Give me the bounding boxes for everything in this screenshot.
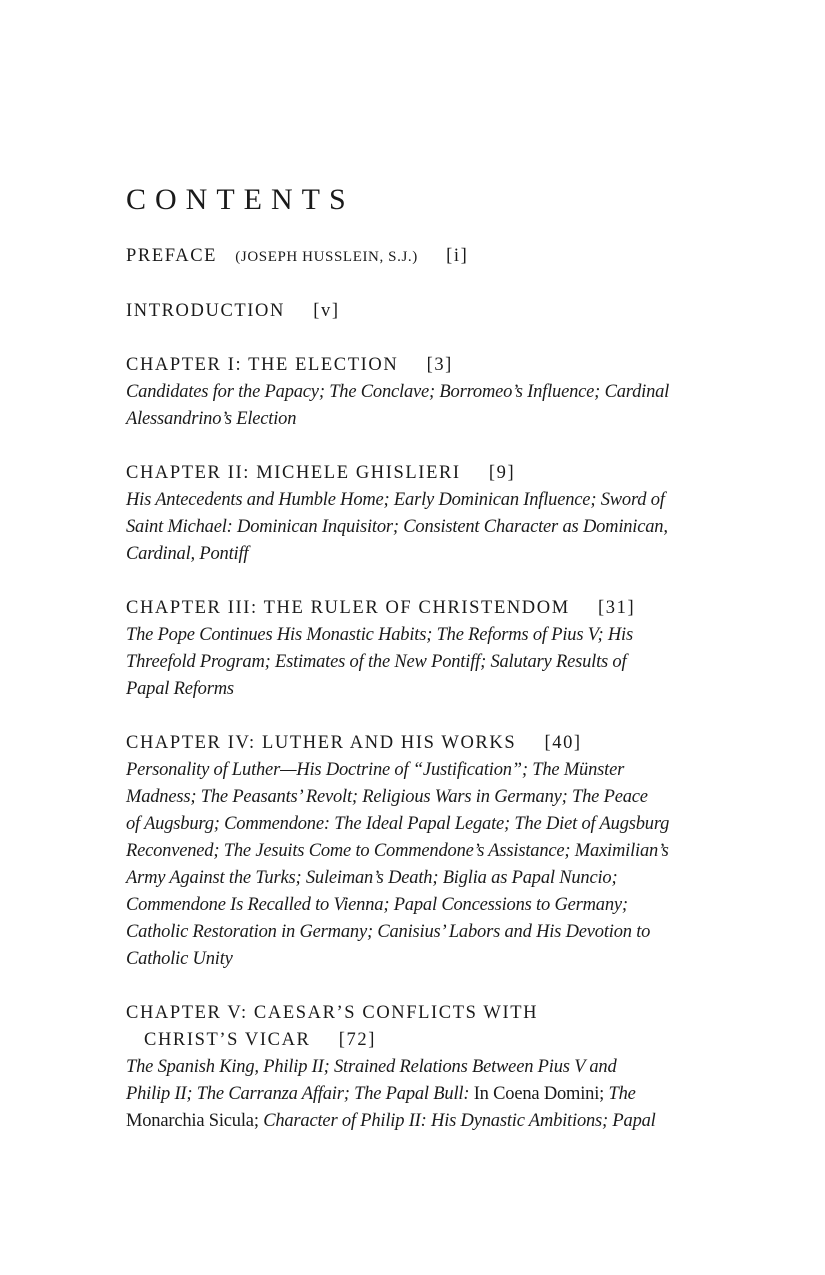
description-line: His Antecedents and Humble Home; Early Dominican Influence; Sword of [126, 490, 665, 510]
description-line: Philip II; The Carranza Affair; The Papal Bull: In Coena Domini; The [126, 1084, 636, 1104]
description-line: Saint Michael: Dominican Inquisitor; Consistent Character as Dominican, [126, 517, 668, 537]
entry-description [126, 1054, 706, 1135]
description-line: The Spanish King, Philip II; Strained Relations Between Pius V and [126, 1057, 617, 1077]
contents-page [126, 180, 706, 1135]
description-line: Personality of Luther—His Doctrine of “Justification”; The Münster [126, 760, 625, 780]
description-line: Cardinal, Pontiff [126, 544, 249, 564]
entry-heading: INTRODUCTION [126, 301, 285, 321]
entry-page-number: [9] [488, 463, 516, 483]
entry-description [126, 622, 706, 703]
toc-entry-introduction[interactable] [126, 298, 706, 325]
entry-page-number: [3] [426, 355, 453, 375]
description-line: Alessandrino’s Election [126, 409, 297, 429]
description-line: Candidates for the Papacy; The Conclave; Borromeo’s Influence; Cardinal [126, 382, 670, 402]
toc-entry-chapter-4[interactable] [126, 730, 706, 973]
description-line: Monarchia Sicula; Character of Philip II: His Dynastic Ambitions; Papal [126, 1111, 656, 1131]
entry-heading: CHAPTER III: THE RULER OF CHRISTENDOM [126, 598, 570, 618]
description-line: Commendone Is Recalled to Vienna; Papal Concessions to Germany; [126, 895, 628, 915]
entry-heading: CHAPTER V: CAESAR’S CONFLICTS WITH [126, 1003, 539, 1023]
entry-heading: CHAPTER IV: LUTHER AND HIS WORKS [126, 733, 517, 753]
entry-page-number: [v] [313, 301, 340, 321]
toc-entry-chapter-2[interactable] [126, 460, 706, 568]
description-line: Army Against the Turks; Suleiman’s Death; Biglia as Papal Nuncio; [126, 868, 618, 888]
toc-entry-chapter-5[interactable] [126, 1000, 706, 1135]
entry-description [126, 757, 706, 973]
description-line: Catholic Restoration in Germany; Canisius’ Labors and His Devotion to [126, 922, 651, 942]
toc-entry-chapter-3[interactable] [126, 595, 706, 703]
description-line: Madness; The Peasants’ Revolt; Religious Wars in Germany; The Peace [126, 787, 648, 807]
description-line: Threefold Program; Estimates of the New Pontiff; Salutary Results of [126, 652, 627, 672]
entry-heading-continued: CHRIST’S VICAR [144, 1030, 311, 1050]
toc-entry-chapter-1[interactable] [126, 352, 706, 433]
contents-title: CONTENTS [126, 183, 355, 216]
entry-description [126, 379, 706, 433]
entry-heading: PREFACE [126, 246, 218, 266]
entry-description [126, 487, 706, 568]
entry-heading: CHAPTER II: MICHELE GHISLIERI [126, 463, 461, 483]
description-line: Reconvened; The Jesuits Come to Commendone’s Assistance; Maximilian’s [126, 841, 669, 861]
monarchia-title: Monarchia Sicula [126, 1111, 254, 1131]
entry-author: (JOSEPH HUSSLEIN, S.J.) [235, 249, 418, 265]
description-line: The Pope Continues His Monastic Habits; The Reforms of Pius V; His [126, 625, 633, 645]
entry-page-number: [i] [446, 246, 469, 266]
entry-page-number: [31] [598, 598, 636, 618]
toc-entry-preface[interactable] [126, 243, 706, 271]
bull-title: In Coena Domini [473, 1084, 600, 1104]
description-line: Catholic Unity [126, 949, 233, 969]
entry-page-number: [40] [544, 733, 582, 753]
description-line: Papal Reforms [126, 679, 234, 699]
description-line: of Augsburg; Commendone: The Ideal Papal Legate; The Diet of Augsburg [126, 814, 670, 834]
entry-heading: CHAPTER I: THE ELECTION [126, 355, 399, 375]
entry-page-number: [72] [338, 1030, 376, 1050]
